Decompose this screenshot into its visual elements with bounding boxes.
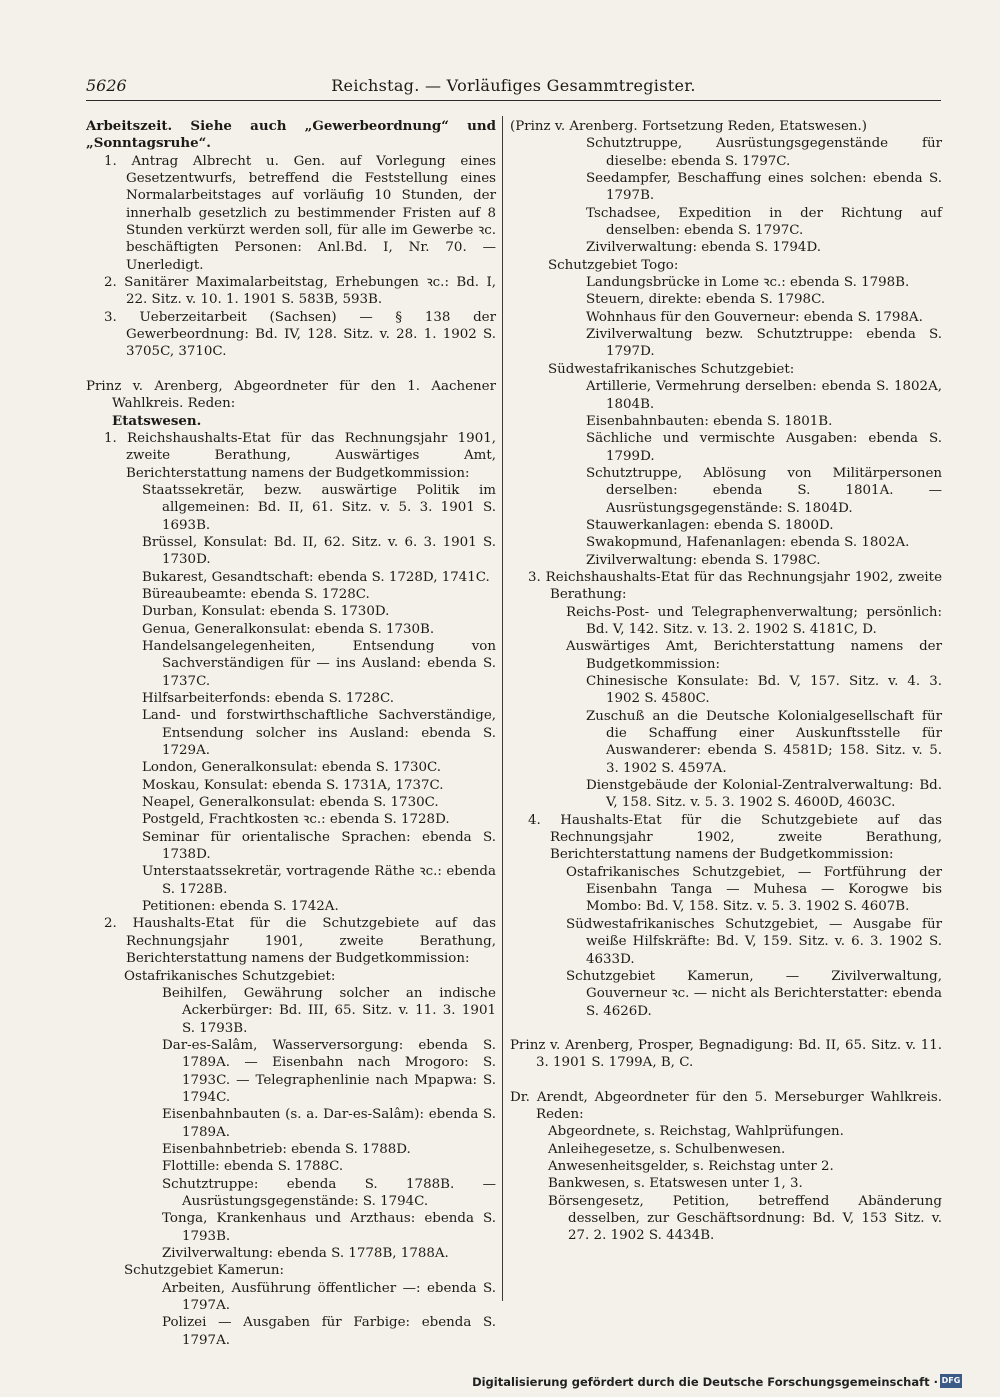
index-entry: Unterstaatssekretär, vortragende Räthe ꝛc.: ebenda S. 1728B. (142, 864, 496, 897)
index-entry: Handelsangelegenheiten, Entsendung von Sachverständigen für — ins Ausland: ebenda S. 1737C. (142, 638, 496, 689)
index-entry: Ostafrikanisches Schutzgebiet, — Fortführung der Eisenbahn Tanga — Muhesa — Korogwe bis Mombo: Bd. V, 158. Sitz. v. 5. 3. 1902 S. 4607B. (566, 864, 942, 915)
index-entry: Schutztruppe, Ablösung von Militärpersonen derselben: ebenda S. 1801A. — Ausrüstungsgegenstände: S. 1804D. (586, 465, 942, 516)
index-entry: Zivilverwaltung: ebenda S. 1794D. (586, 240, 821, 256)
index-entry: Seminar für orientalische Sprachen: ebenda S. 1738D. (142, 829, 496, 863)
running-title: Reichstag. — Vorläufiges Gesammtregister. (331, 76, 696, 95)
page-number: 5626 (86, 76, 127, 95)
index-entry: Prinz v. Arenberg, Abgeordneter für den 1. Aachener Wahlkreis. Reden: (86, 378, 496, 412)
index-entry: Prinz v. Arenberg, Prosper, Begnadigung: Bd. II, 65. Sitz. v. 11. 3. 1901 S. 1799A, B, C. (510, 1037, 942, 1071)
entry-heading: Arbeitszeit. (86, 118, 173, 134)
index-entry: Polizei — Ausgaben für Farbige: ebenda S. 1797A. (162, 1315, 496, 1348)
index-entry: 3. Reichshaushalts-Etat für das Rechnungsjahr 1902, zweite Berathung: (528, 569, 942, 603)
index-entry: Chinesische Konsulate: Bd. V, 157. Sitz. v. 4. 3. 1902 S. 4580C. (586, 674, 942, 707)
index-entry: Hilfsarbeiterfonds: ebenda S. 1728C. (142, 691, 394, 706)
index-entry: 3. Ueberzeitarbeit (Sachsen) — § 138 der Gewerbeordnung: Bd. IV, 128. Sitz. v. 28. 1. 1902 S. 3705C, 3710C. (104, 309, 496, 360)
index-entry: Zivilverwaltung: ebenda S. 1778B, 1788A. (162, 1246, 449, 1261)
index-entry: Südwestafrikanisches Schutzgebiet, — Ausgabe für weiße Hilfskräfte: Bd. V, 159. Sitz. v. 6. 3. 1902 S. 4633D. (566, 916, 942, 967)
index-entry: Büreaubeamte: ebenda S. 1728C. (142, 586, 370, 602)
footer-credit: Digitalisierung gefördert durch die Deutsche Forschungsgemeinschaft · (472, 1375, 938, 1389)
index-entry: Abgeordnete, s. Reichstag, Wahlprüfungen. (548, 1124, 844, 1140)
index-entry: Dar-es-Salâm, Wasserversorgung: ebenda S. 1789A. — Eisenbahn nach Mrogoro: S. 1793C. — Telegraphenlinie nach Mpapwa: S. 1794C. (162, 1037, 496, 1105)
index-entry: Moskau, Konsulat: ebenda S. 1731A, 1737C. (142, 777, 444, 793)
index-entry: Land- und forstwirthschaftliche Sachverständige, Entsendung solcher ins Ausland: ebenda S. 1729A. (142, 708, 496, 759)
index-entry: Artillerie, Vermehrung derselben: ebenda S. 1802A, 1804B. (586, 379, 942, 412)
index-entry: Bankwesen, s. Etatswesen unter 1, 3. (548, 1176, 803, 1192)
index-entry: Schutzgebiet Togo: (548, 257, 679, 273)
column-divider (502, 116, 503, 1301)
index-entry: Schutzgebiet Kamerun: (124, 1263, 285, 1279)
dfg-logo: DFG (940, 1374, 962, 1388)
index-entry: Schutztruppe: ebenda S. 1788B. — Ausrüstungsgegenstände: S. 1794C. (162, 1176, 496, 1209)
page-header (86, 76, 941, 101)
index-entry: Steuern, direkte: ebenda S. 1798C. (586, 292, 826, 308)
index-entry: Ostafrikanisches Schutzgebiet: (124, 968, 336, 984)
index-entry (86, 118, 496, 153)
index-entry: Postgeld, Frachtkosten ꝛc.: ebenda S. 1728D. (142, 812, 450, 828)
index-entry: Durban, Konsulat: ebenda S. 1730D. (142, 604, 390, 620)
index-entry: Seedampfer, Beschaffung eines solchen: ebenda S. 1797B. (586, 171, 942, 204)
index-entry: Dr. Arendt, Abgeordneter für den 5. Merseburger Wahlkreis. Reden: (510, 1089, 942, 1122)
index-entry: Anleihegesetze, s. Schulbenwesen. (548, 1141, 786, 1157)
index-entry: Eisenbahnbauten (s. a. Dar-es-Salâm): ebenda S. 1789A. (162, 1107, 496, 1140)
index-entry: Reichs-Post- und Telegraphenverwaltung; persönlich: Bd. V, 142. Sitz. v. 13. 2. 1902 S. 4181C, D. (566, 604, 942, 637)
index-entry: Brüssel, Konsulat: Bd. II, 62. Sitz. v. 6. 3. 1901 S. 1730D. (142, 534, 496, 568)
index-entry: (Prinz v. Arenberg. Fortsetzung Reden, Etatswesen.) (510, 119, 867, 134)
index-entry: Schutztruppe, Ausrüstungsgegenstände für dieselbe: ebenda S. 1797C. (586, 136, 942, 169)
index-entry: Anwesenheitsgelder, s. Reichstag unter 2. (548, 1158, 834, 1174)
index-entry: Sächliche und vermischte Ausgaben: ebenda S. 1799D. (586, 431, 942, 464)
index-entry: 1. Antrag Albrecht u. Gen. auf Vorlegung eines Gesetzentwurfs, betreffend die Feststellung eines Normalarbeitstages auf vorläufig 10 Stunden, der innerhalb gesetzlich zu bestimmender Fristen auf 8 Stunden verkürzt werden soll, für alle im Gewerbe ꝛc. beschäftigten Personen: Anl.Bd. I, Nr. 70. — Unerledigt. (104, 153, 496, 273)
index-entry: Genua, Generalkonsulat: ebenda S. 1730B. (142, 621, 435, 637)
index-entry: Tschadsee, Expedition in der Richtung auf denselben: ebenda S. 1797C. (586, 205, 942, 239)
index-entry: Börsengesetz, Petition, betreffend Abänderung desselben, zur Geschäftsordnung: Bd. V, 153 Sitz. v. 27. 2. 1902 S. 4434B. (548, 1193, 942, 1244)
index-entry: Dienstgebäude der Kolonial-Zentralverwaltung: Bd. V, 158. Sitz. v. 5. 3. 1902 S. 4600D, 4603C. (586, 778, 942, 811)
index-entry: 2. Sanitärer Maximalarbeitstag, Erhebungen ꝛc.: Bd. I, 22. Sitz. v. 10. 1. 1901 S. 583B, 593B. (104, 275, 496, 308)
right-column (510, 118, 942, 1245)
index-entry: Zuschuß an die Deutsche Kolonialgesellschaft für die Schaffung einer Auskunftsstelle für Auswanderer: ebenda S. 4581D; 158. Sitz. v. 5. 3. 1902 S. 4597A. (586, 708, 942, 776)
index-entry: 4. Haushalts-Etat für die Schutzgebiete auf das Rechnungsjahr 1902, zweite Berathung, Berichterstattung namens der Budgetkommission: (528, 812, 942, 863)
index-entry: Tonga, Krankenhaus und Arzthaus: ebenda S. 1793B. (162, 1211, 496, 1244)
index-entry: Swakopmund, Hafenanlagen: ebenda S. 1802A. (586, 535, 910, 551)
index-entry: Beihilfen, Gewährung solcher an indische Ackerbürger: Bd. III, 65. Sitz. v. 11. 3. 1901 S. 1793B. (162, 985, 496, 1036)
index-entry: London, Generalkonsulat: ebenda S. 1730C. (142, 760, 442, 776)
index-entry: Stauwerkanlagen: ebenda S. 1800D. (586, 517, 834, 533)
index-entry: Zivilverwaltung bezw. Schutztruppe: ebenda S. 1797D. (586, 327, 942, 360)
index-entry: Neapel, Generalkonsulat: ebenda S. 1730C. (142, 795, 439, 811)
index-entry: Zivilverwaltung: ebenda S. 1798C. (586, 552, 821, 568)
index-entry: Südwestafrikanisches Schutzgebiet: (548, 361, 795, 377)
index-entry: Eisenbahnbauten: ebenda S. 1801B. (586, 413, 833, 429)
index-entry: Landungsbrücke in Lome ꝛc.: ebenda S. 1798B. (586, 275, 910, 291)
index-entry: Flottille: ebenda S. 1788C. (162, 1159, 344, 1175)
left-column (86, 118, 496, 1349)
index-entry: Schutzgebiet Kamerun, — Zivilverwaltung, Gouverneur ꝛc. — nicht als Berichterstatter: ebenda S. 4626D. (566, 968, 942, 1019)
index-entry: Bukarest, Gesandtschaft: ebenda S. 1728D, 1741C. (142, 569, 490, 585)
index-entry: Eisenbahnbetrieb: ebenda S. 1788D. (162, 1141, 411, 1157)
entry-text: Siehe auch „Gewerbeordnung“ und „Sonntagsruhe“. (86, 118, 496, 152)
index-entry: 2. Haushalts-Etat für die Schutzgebiete auf das Rechnungsjahr 1901, zweite Berathung, Berichterstattung namens der Budgetkommission: (104, 916, 496, 967)
index-entry: Auswärtiges Amt, Berichterstattung namens der Budgetkommission: (566, 639, 942, 672)
index-entry: Petitionen: ebenda S. 1742A. (142, 899, 339, 915)
index-entry: 1. Reichshaushalts-Etat für das Rechnungsjahr 1901, zweite Berathung, Auswärtiges Amt, Berichterstattung namens der Budgetkommission: (104, 430, 496, 481)
index-entry: Wohnhaus für den Gouverneur: ebenda S. 1798A. (586, 309, 923, 325)
index-entry: Arbeiten, Ausführung öffentlicher —: ebenda S. 1797A. (162, 1280, 496, 1314)
index-entry: Etatswesen. (112, 412, 202, 429)
index-entry: Staatssekretär, bezw. auswärtige Politik im allgemeinen: Bd. II, 61. Sitz. v. 5. 3. 1901 S. 1693B. (142, 482, 496, 533)
